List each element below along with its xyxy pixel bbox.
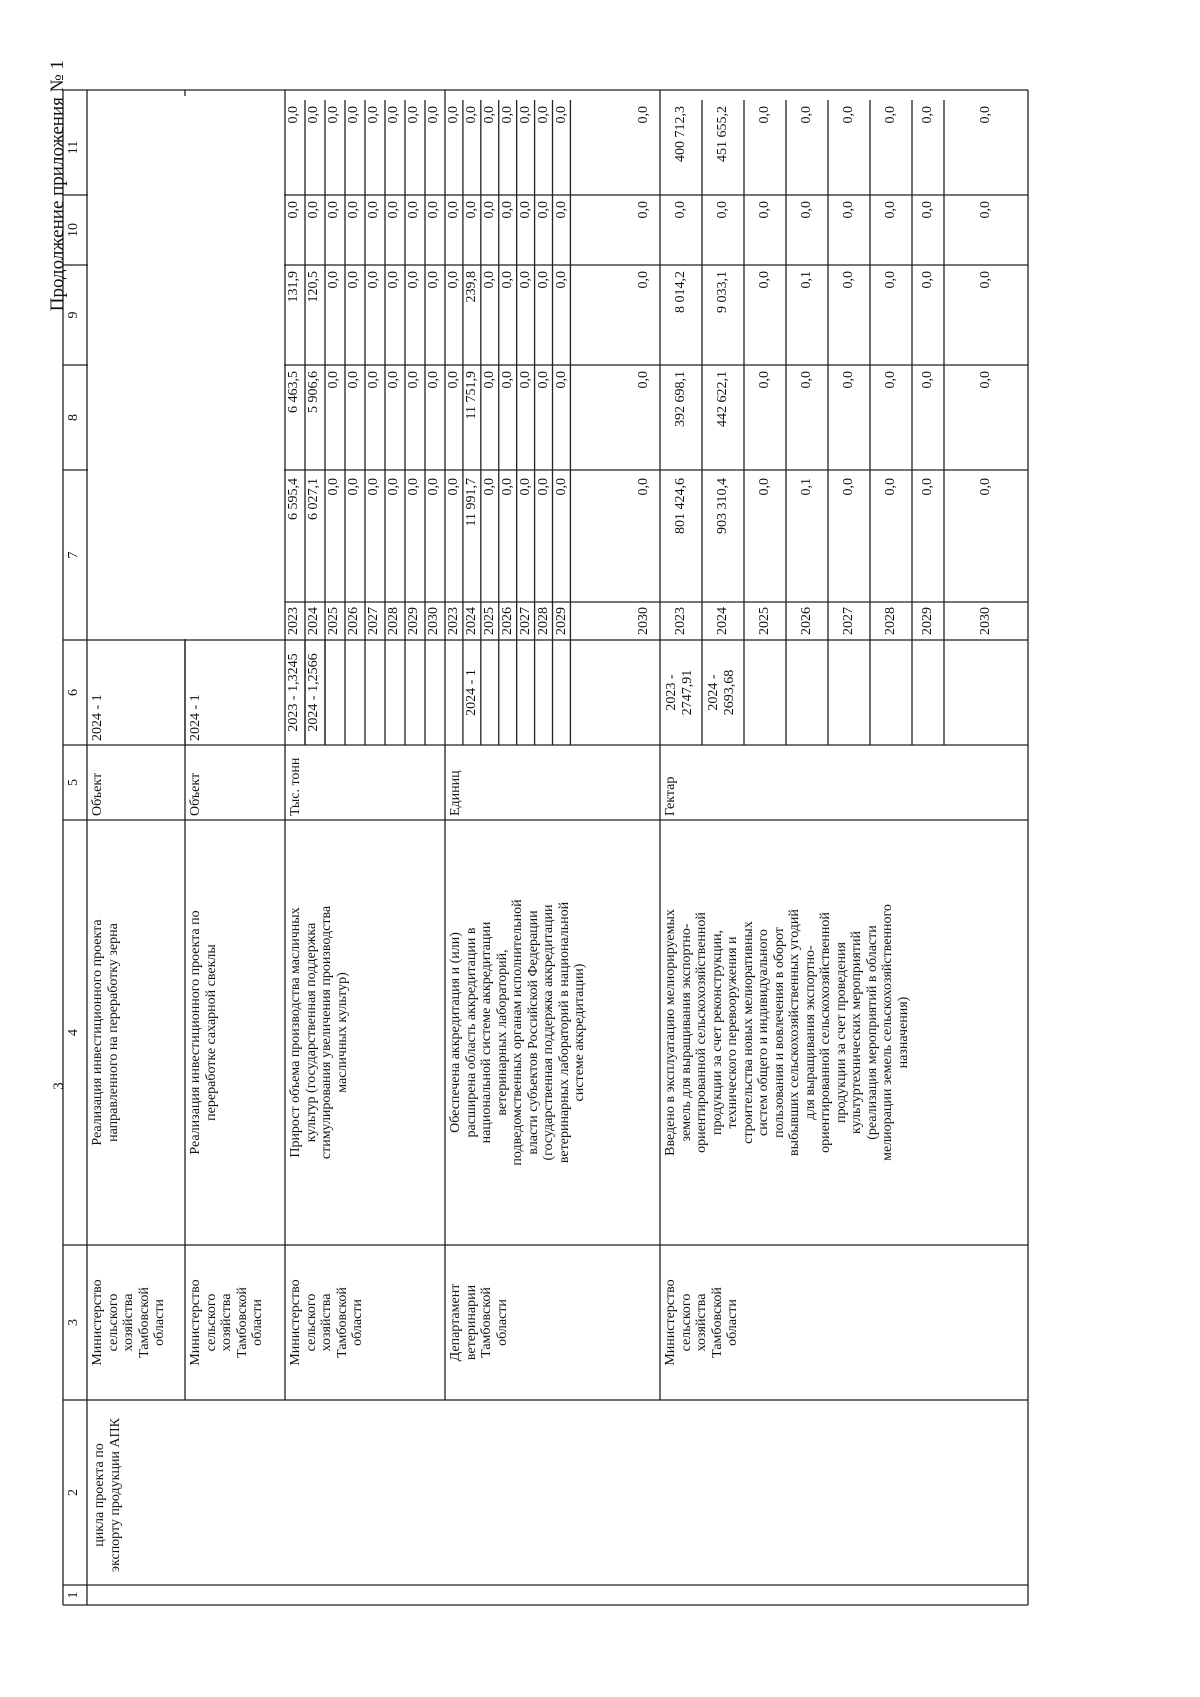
column-number-9: 9	[66, 311, 81, 319]
column-number-10: 10	[66, 223, 81, 237]
column-number-7: 7	[66, 551, 81, 559]
block-5-row-2030-c7: 0,0	[978, 478, 993, 496]
block-5-row-2030-c9: 0,0	[978, 271, 993, 289]
block-5-row-2029-c8: 0,0	[920, 371, 935, 389]
block-4-row-2030-c10: 0,0	[636, 201, 651, 219]
block-3-row-2030-c8: 0,0	[426, 371, 441, 389]
block-3-row-2028-c11: 0,0	[386, 106, 401, 124]
block-3-row-2027-c10: 0,0	[366, 201, 381, 219]
block-2-executor: Министерство сельского хозяйства Тамбовской области	[188, 1279, 265, 1366]
block-4-row-2029-c9: 0,0	[553, 271, 569, 289]
block-3-row-2029-c8: 0,0	[406, 371, 421, 389]
block-3-row-2025-c7: 0,0	[326, 478, 341, 496]
block-5-row-2023-c11: 400 712,3	[673, 106, 688, 162]
block-1-executor: Министерство сельского хозяйства Тамбовской области	[90, 1279, 167, 1366]
block-4-row-2027-c11: 0,0	[517, 106, 533, 124]
block-4-row-2028-c9: 0,0	[535, 271, 551, 289]
block-3-row-2025-c11: 0,0	[326, 106, 341, 124]
block-4-row-2025-year: 2025	[481, 607, 497, 635]
column-number-6: 6	[66, 689, 81, 696]
block-4-unit: Единиц	[448, 770, 463, 816]
continuation-title: Продолжение приложения № 1	[47, 60, 68, 312]
block-5-row-2027-year: 2027	[841, 607, 856, 635]
block-4-row-2026-year: 2026	[499, 607, 515, 635]
block-5-row-2024-c11: 451 655,2	[715, 106, 730, 162]
block-3-row-2030-c11: 0,0	[426, 106, 441, 124]
block-3-row-2027-year: 2027	[366, 607, 381, 635]
block-4-row-2028-c11: 0,0	[535, 106, 551, 124]
block-5-row-2029-c9: 0,0	[920, 271, 935, 289]
block-3-row-2029-c9: 0,0	[406, 271, 421, 289]
block-4-row-2025-c8: 0,0	[481, 371, 497, 389]
block-3-row-2023-c10: 0,0	[286, 201, 301, 219]
block-5-row-2024-c7: 903 310,4	[715, 478, 730, 534]
block-3-unit: Тыс. тонн	[288, 757, 303, 816]
block-3-row-2028-year: 2028	[386, 607, 401, 635]
block-5-row-2026-c7: 0,1	[799, 478, 814, 496]
block-4-indicator: Обеспечена аккредитация и (или) расширена область аккредитации в национальной системе аккредитации ветеринарных лабораторий, подведомственных органам исполнительной власти субъектов Российской Федерации (государственная поддержка аккредитации ветеринарных лабораторий в национальной системе аккредитации)	[448, 899, 587, 1166]
block-4-row-2027-c10: 0,0	[517, 201, 533, 219]
block-3-row-2025-c8: 0,0	[326, 371, 341, 389]
block-4-row-2025-c10: 0,0	[481, 201, 497, 219]
block-3-row-2024-c10: 0,0	[306, 201, 321, 219]
column-number-1: 1	[66, 1591, 81, 1599]
block-4-row-2026-c8: 0,0	[499, 371, 515, 389]
block-3-row-2023-c8: 6 463,5	[286, 371, 301, 413]
block-5-target-1: 2023 - 2747,91	[664, 669, 695, 716]
block-4-row-2029-c11: 0,0	[553, 106, 569, 124]
block-5-row-2023-c10: 0,0	[673, 201, 688, 219]
block-3-row-2026-c10: 0,0	[346, 201, 361, 219]
block-3-row-2028-c9: 0,0	[386, 271, 401, 289]
block-5-row-2024-c9: 9 033,1	[715, 271, 730, 313]
block-5-row-2028-c8: 0,0	[883, 371, 898, 389]
block-3-row-2028-c7: 0,0	[386, 478, 401, 496]
goal-text: цикла проекта по экспорту продукции АПК	[92, 1418, 123, 1572]
block-4-row-2030-c9: 0,0	[636, 271, 651, 289]
block-5-row-2025-year: 2025	[757, 607, 772, 635]
block-4-row-2026-c10: 0,0	[499, 201, 515, 219]
block-2-indicator: Реализация инвестиционного проекта по переработке сахарной свеклы	[188, 910, 219, 1155]
block-5-row-2026-c10: 0,0	[799, 201, 814, 219]
block-4-row-2030-c11: 0,0	[636, 106, 651, 124]
block-4-row-2028-c8: 0,0	[535, 371, 551, 389]
block-4-row-2030-year: 2030	[636, 607, 651, 635]
block-5-row-2024-year: 2024	[715, 607, 730, 635]
block-3-row-2024-c7: 6 027,1	[306, 478, 321, 520]
block-5-row-2023-c9: 8 014,2	[673, 271, 688, 313]
block-2-unit: Объект	[188, 772, 203, 816]
block-3-row-2027-c9: 0,0	[366, 271, 381, 289]
block-4-row-2026-c7: 0,0	[499, 478, 515, 496]
page-number: 3	[51, 1082, 67, 1090]
block-5-unit: Гектар	[663, 776, 678, 816]
block-5-row-2024-c8: 442 622,1	[715, 371, 730, 427]
block-1-target: 2024 - 1	[90, 694, 105, 741]
block-4-row-2028-year: 2028	[535, 607, 551, 635]
block-3-row-2029-year: 2029	[406, 607, 421, 635]
block-4-row-2025-c7: 0,0	[481, 478, 497, 496]
block-5-row-2025-c9: 0,0	[757, 271, 772, 289]
block-5-row-2029-c10: 0,0	[920, 201, 935, 219]
column-number-11: 11	[66, 140, 81, 155]
block-4-row-2023-c9: 0,0	[446, 271, 461, 289]
block-3-row-2027-c11: 0,0	[366, 106, 381, 124]
block-3-row-2025-c10: 0,0	[326, 201, 341, 219]
block-5-row-2027-c8: 0,0	[841, 371, 856, 389]
block-5-row-2028-c10: 0,0	[883, 201, 898, 219]
block-4-row-2029-c7: 0,0	[553, 478, 569, 496]
block-5-row-2023-year: 2023	[673, 607, 688, 635]
block-3-row-2029-c11: 0,0	[406, 106, 421, 124]
block-5-row-2025-c10: 0,0	[757, 201, 772, 219]
block-4-row-2023-c11: 0,0	[446, 106, 461, 124]
block-5-executor: Министерство сельского хозяйства Тамбовской области	[663, 1279, 740, 1366]
block-5-row-2030-year: 2030	[978, 607, 993, 635]
block-5-row-2029-year: 2029	[920, 607, 935, 635]
block-3-row-2023-year: 2023	[286, 607, 301, 635]
block-4-row-2024-c9: 239,8	[463, 271, 479, 303]
block-5-row-2029-c7: 0,0	[920, 478, 935, 496]
block-5-row-2027-c11: 0,0	[841, 106, 856, 124]
block-4-row-2023-year: 2023	[446, 607, 461, 635]
block-2-target: 2024 - 1	[188, 694, 203, 741]
block-4-row-2023-c10: 0,0	[446, 201, 461, 219]
block-5-row-2024-c10: 0,0	[715, 201, 730, 219]
block-1-indicator: Реализация инвестиционного проекта направленного на переработку зерна	[90, 919, 121, 1146]
block-4-row-2029-c8: 0,0	[553, 371, 569, 389]
block-3-row-2030-c10: 0,0	[426, 201, 441, 219]
block-4-row-2027-c9: 0,0	[517, 271, 533, 289]
block-4-target: 2024 - 1	[463, 669, 479, 716]
block-3-row-2030-c7: 0,0	[426, 478, 441, 496]
block-4-row-2030-c8: 0,0	[636, 371, 651, 389]
column-number-2: 2	[66, 1489, 81, 1496]
block-5-target-2: 2024 - 2693,68	[706, 669, 737, 716]
block-5-row-2027-c9: 0,0	[841, 271, 856, 289]
column-number-5: 5	[66, 779, 81, 786]
block-3-row-2026-c11: 0,0	[346, 106, 361, 124]
block-4-row-2027-year: 2027	[517, 607, 533, 635]
block-5-row-2026-c9: 0,1	[799, 271, 814, 289]
block-5-row-2026-c8: 0,0	[799, 371, 814, 389]
block-4-row-2025-c9: 0,0	[481, 271, 497, 289]
block-5-row-2029-c11: 0,0	[920, 106, 935, 124]
block-4-row-2023-c8: 0,0	[446, 371, 461, 389]
block-4-row-2026-c11: 0,0	[499, 106, 515, 124]
block-4-row-2028-c10: 0,0	[535, 201, 551, 219]
column-number-3: 3	[66, 1319, 81, 1326]
block-3-row-2029-c10: 0,0	[406, 201, 421, 219]
block-3-row-2025-year: 2025	[326, 607, 341, 635]
block-4-row-2024-year: 2024	[463, 607, 479, 635]
block-3-indicator: Прирост объема производства масличных культур (государственная поддержка стимулирования увеличения производства масличных культур)	[288, 905, 350, 1160]
block-5-row-2028-c7: 0,0	[883, 478, 898, 496]
block-4-executor: Департамент ветеринарии Тамбовской области	[448, 1283, 510, 1362]
block-3-row-2023-c11: 0,0	[286, 106, 301, 124]
block-3-row-2027-c7: 0,0	[366, 478, 381, 496]
block-4-row-2027-c7: 0,0	[517, 478, 533, 496]
block-4-row-2026-c9: 0,0	[499, 271, 515, 289]
block-3-row-2028-c10: 0,0	[386, 201, 401, 219]
block-3-row-2024-c8: 5 906,6	[306, 371, 321, 413]
block-5-row-2027-c7: 0,0	[841, 478, 856, 496]
block-3-row-2023-c7: 6 595,4	[286, 478, 301, 520]
block-5-row-2030-c10: 0,0	[978, 201, 993, 219]
block-3-row-2028-c8: 0,0	[386, 371, 401, 389]
block-4-row-2027-c8: 0,0	[517, 371, 533, 389]
block-3-row-2030-c9: 0,0	[426, 271, 441, 289]
block-5-indicator: Введено в эксплуатацию мелиорируемых земель для выращивания экспортно- ориентированной сельскохозяйственной продукции за счет реконструкции, технического перевооружения и строительства новых мелиоративных систем общего и индивидуального пользования и вовлечения в оборот выбывших сельскохозяйственных угодий для выращивания экспортно- ориентированной сельскохозяйственной продукции за счет проведения культуртехнических мероприятий (реализация мероприятий в области мелиорации земель сельскохозяйственного назначения)	[663, 904, 911, 1161]
block-3-row-2024-year: 2024	[306, 607, 321, 635]
block-3-row-2023-c9: 131,9	[286, 271, 301, 303]
block-5-row-2028-year: 2028	[883, 607, 898, 635]
column-number-8: 8	[66, 414, 81, 421]
block-5-row-2023-c8: 392 698,1	[673, 371, 688, 427]
block-4-row-2029-c10: 0,0	[553, 201, 569, 219]
block-3-row-2026-c9: 0,0	[346, 271, 361, 289]
block-4-row-2028-c7: 0,0	[535, 478, 551, 496]
block-5-row-2023-c7: 801 424,6	[673, 478, 688, 534]
block-5-row-2030-c8: 0,0	[978, 371, 993, 389]
block-3-row-2026-c8: 0,0	[346, 371, 361, 389]
block-4-row-2024-c7: 11 991,7	[463, 478, 479, 527]
block-5-row-2025-c11: 0,0	[757, 106, 772, 124]
block-5-row-2028-c9: 0,0	[883, 271, 898, 289]
block-1-unit: Объект	[90, 772, 105, 816]
block-4-row-2024-c8: 11 751,9	[463, 371, 479, 420]
block-3-row-2025-c9: 0,0	[326, 271, 341, 289]
block-5-row-2026-c11: 0,0	[799, 106, 814, 124]
block-4-row-2023-c7: 0,0	[446, 478, 461, 496]
block-3-executor: Министерство сельского хозяйства Тамбовской области	[288, 1279, 365, 1366]
block-3-row-2029-c7: 0,0	[406, 478, 421, 496]
block-4-row-2030-c7: 0,0	[636, 478, 651, 496]
block-4-row-2024-c10: 0,0	[463, 201, 479, 219]
block-3-row-2026-year: 2026	[346, 607, 361, 635]
column-number-4: 4	[66, 1029, 81, 1036]
block-5-row-2028-c11: 0,0	[883, 106, 898, 124]
block-3-row-2024-c11: 0,0	[306, 106, 321, 124]
block-4-row-2029-year: 2029	[553, 607, 569, 635]
block-3-row-2030-year: 2030	[426, 607, 441, 635]
block-3-target-2: 2024 - 1,2566	[306, 653, 321, 732]
block-5-row-2025-c8: 0,0	[757, 371, 772, 389]
block-5-row-2026-year: 2026	[799, 607, 814, 635]
block-3-target-1: 2023 - 1,3245	[286, 653, 301, 732]
block-4-row-2025-c11: 0,0	[481, 106, 497, 124]
block-3-row-2027-c8: 0,0	[366, 371, 381, 389]
block-5-row-2030-c11: 0,0	[978, 106, 993, 124]
block-5-row-2027-c10: 0,0	[841, 201, 856, 219]
block-4-row-2024-c11: 0,0	[463, 106, 479, 124]
block-3-row-2024-c9: 120,5	[306, 271, 321, 303]
block-3-row-2026-c7: 0,0	[346, 478, 361, 496]
block-5-row-2025-c7: 0,0	[757, 478, 772, 496]
